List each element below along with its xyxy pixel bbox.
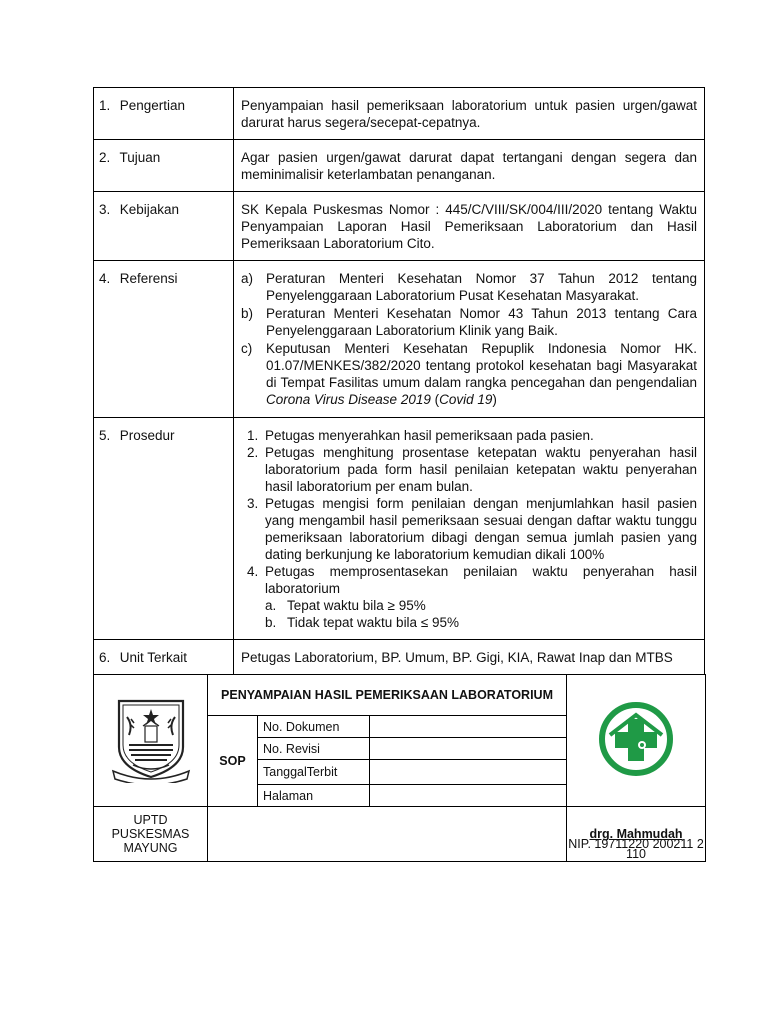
sop-label: SOP (208, 716, 258, 807)
document-title: PENYAMPAIAN HASIL PEMERIKSAAN LABORATORIUM (208, 675, 567, 716)
footer-blank (208, 807, 567, 862)
content-kebijakan: SK Kepala Puskesmas Nomor : 445/C/VIII/SK/004/III/2020 tentang Waktu Penyampaian Laporan Hasil Pemeriksaan Laboratorium dan Hasil Pemeriksaan Laboratorium Cito. (234, 192, 705, 261)
row-tujuan (94, 140, 705, 192)
regency-emblem-icon (111, 695, 191, 783)
prosedur-step: 1. Petugas menyerahkan hasil pemeriksaan pada pasien. (247, 428, 594, 443)
prosedur-step: 3. Petugas mengisi form penilaian dengan menjumlahkan hasil pasien yang mengambil hasil pemeriksaan sesuai dengan daftar waktu tunggu pemeriksaan laboratorium dibagi dengan semua jumlah pasien yang dating berkunjung ke laboratorium kemudian dikali 100% (247, 496, 697, 562)
content-tujuan: Agar pasien urgen/gawat darurat dapat tertangani dengan segera dan meminimalisir keterlambatan penanganan. (234, 140, 705, 192)
prosedur-substep: a. Tepat waktu bila ≥ 95% (265, 598, 426, 613)
puskesmas-logo (567, 675, 706, 807)
referensi-item: c) Keputusan Menteri Kesehatan Repuplik Indonesia Nomor HK. 01.07/MENKES/382/2020 tentang protokol kesehatan bagi Masyarakat di Tempat Fasilitas umum dalam rangka pencegahan dan pengendalian Corona Virus Disease 2019 (Covid 19) (241, 341, 697, 407)
signatory-nip: NIP. 19711220 200211 2 110 (568, 837, 704, 861)
label-pengertian: 1. Pengertian (94, 88, 234, 140)
prosedur-substep: b. Tidak tepat waktu bila ≤ 95% (265, 615, 459, 630)
referensi-item: b) Peraturan Menteri Kesehatan Nomor 43 Tahun 2013 tentang Cara Penyelenggaraan Laboratorium Klinik yang Baik. (241, 306, 697, 338)
row-unit-terkait (94, 640, 705, 675)
organization-name: UPTD PUSKESMAS MAYUNG (94, 807, 208, 862)
prosedur-step: 4. Petugas memprosentasekan penilaian waktu penyerahan hasil laboratorium a. Tepat waktu bila ≥ 95% b. Tidak tepat waktu bila ≤ 95% (247, 564, 697, 630)
sop-content-table (93, 87, 705, 675)
signatory-name: drg. Mahmudah (589, 827, 683, 841)
meta-value-no-revisi (370, 738, 567, 760)
meta-value-tanggal-terbit (370, 760, 567, 785)
meta-value-no-dokumen (370, 716, 567, 738)
label-referensi: 4. Referensi (94, 261, 234, 418)
row-pengertian (94, 88, 705, 140)
meta-label-no-dokumen: No. Dokumen (258, 716, 370, 738)
sop-header-table (93, 674, 706, 862)
meta-label-tanggal-terbit: TanggalTerbit (258, 760, 370, 785)
content-pengertian: Penyampaian hasil pemeriksaan laboratorium untuk pasien urgen/gawat darurat harus segera/secepat-cepatnya. (234, 88, 705, 140)
prosedur-step: 2. Petugas menghitung prosentase ketepatan waktu penyerahan hasil laboratorium pada form hasil penilaian ketepatan waktu penyerahan hasil laboratorium per enam bulan. (247, 445, 697, 494)
row-prosedur (94, 418, 705, 640)
referensi-item: a) Peraturan Menteri Kesehatan Nomor 37 Tahun 2012 tentang Penyelenggaraan Laboratorium Pusat Kesehatan Masyarakat. (241, 271, 697, 303)
label-prosedur: 5. Prosedur (94, 418, 234, 640)
regency-emblem-logo (94, 675, 208, 807)
content-referensi (234, 261, 705, 418)
meta-label-no-revisi: No. Revisi (258, 738, 370, 760)
content-unit-terkait: Petugas Laboratorium, BP. Umum, BP. Gigi, KIA, Rawat Inap dan MTBS (234, 640, 705, 675)
content-prosedur (234, 418, 705, 640)
label-unit-terkait: 6. Unit Terkait (94, 640, 234, 675)
sop-document (93, 87, 705, 862)
meta-value-halaman (370, 785, 567, 807)
row-kebijakan (94, 192, 705, 261)
meta-label-halaman: Halaman (258, 785, 370, 807)
signature-block (567, 807, 706, 862)
puskesmas-cross-icon (598, 701, 674, 777)
label-kebijakan: 3. Kebijakan (94, 192, 234, 261)
row-referensi (94, 261, 705, 418)
label-tujuan: 2. Tujuan (94, 140, 234, 192)
